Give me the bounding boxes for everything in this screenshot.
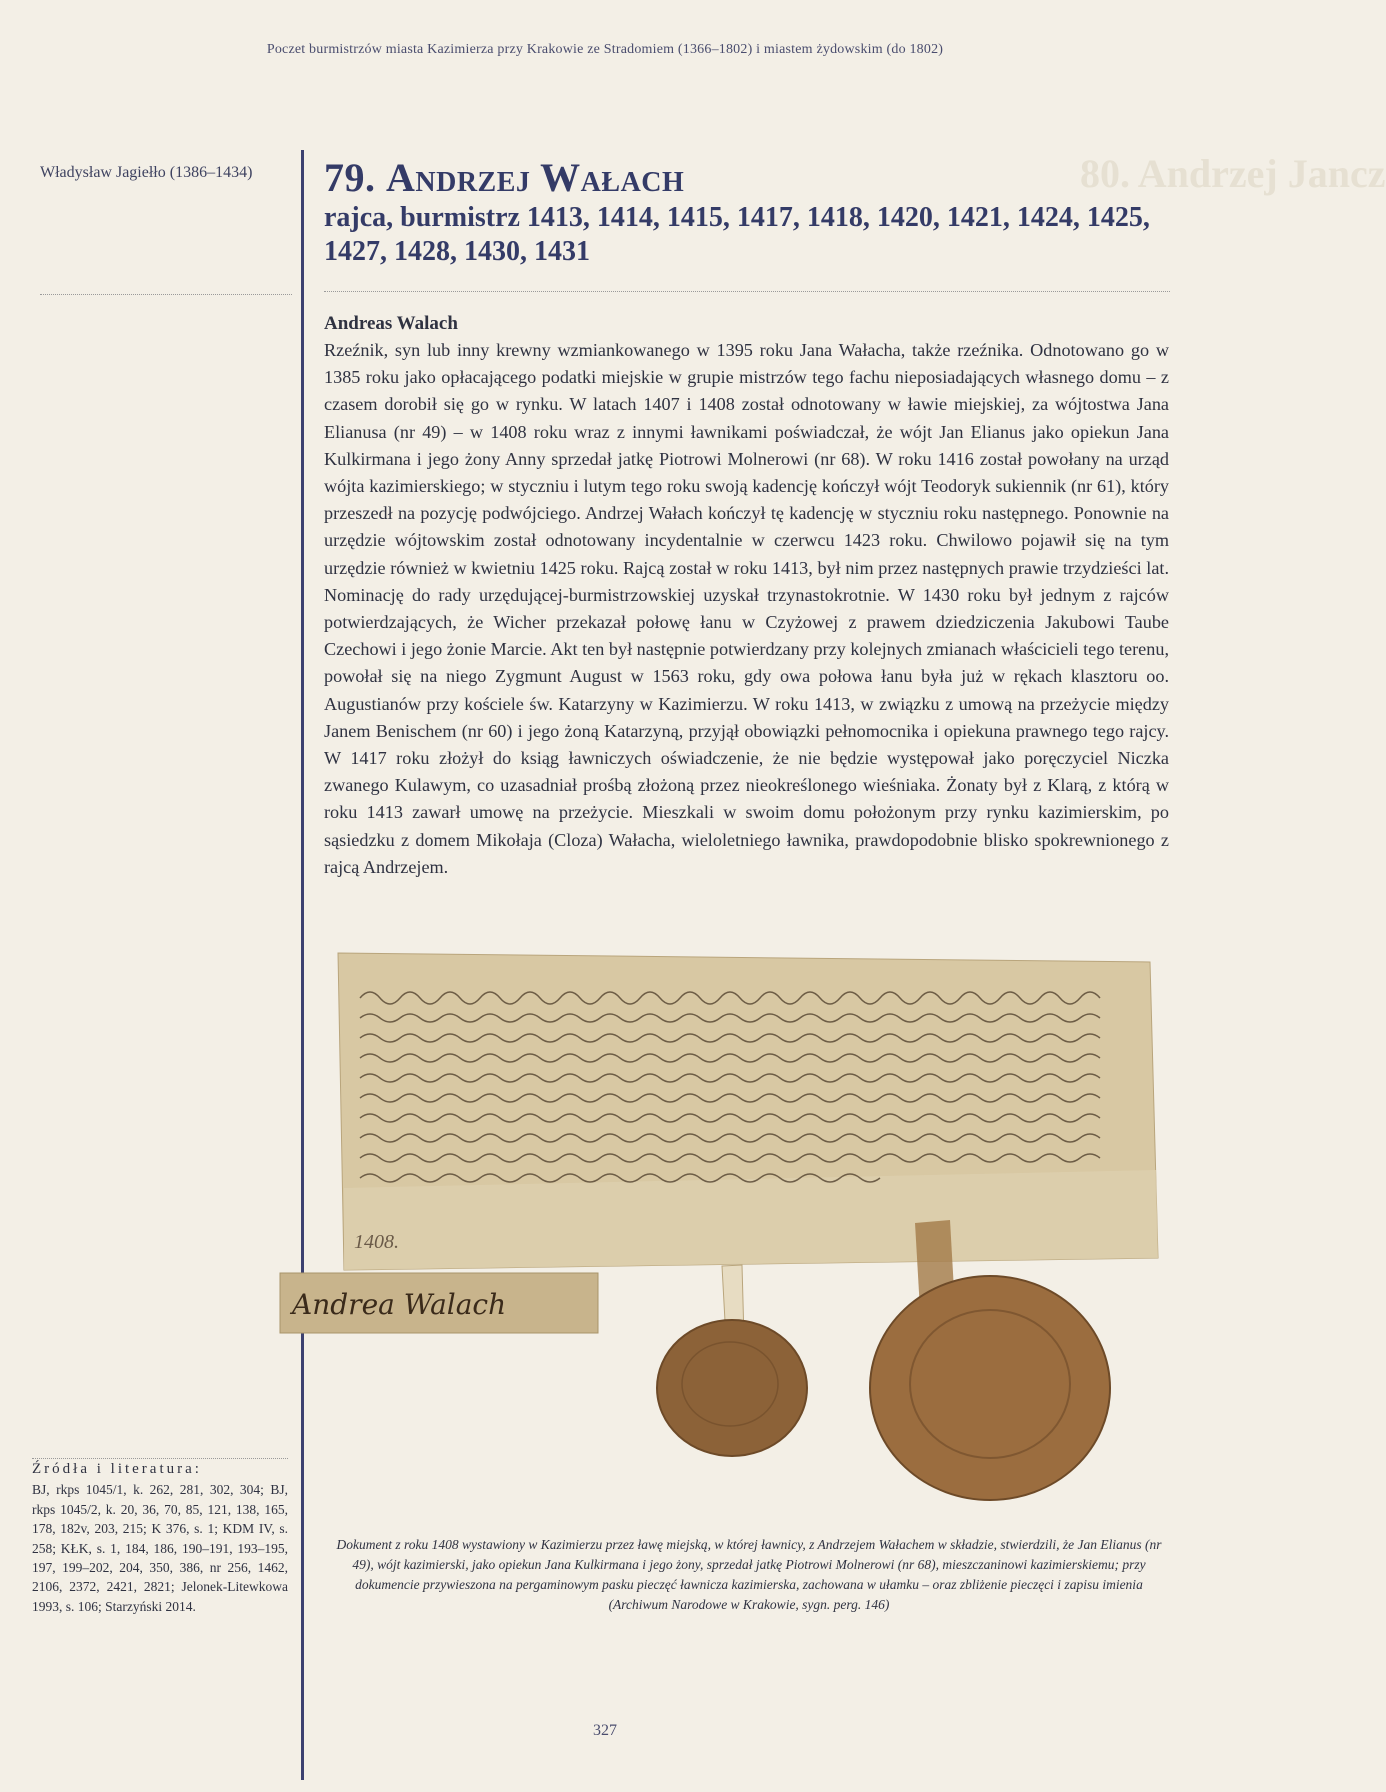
running-header: Poczet burmistrzów miasta Kazimierza przy Krakowie ze Stradomiem (1366–1802) i miastem żydowskim (do 1802) bbox=[266, 42, 944, 57]
latin-name: Andreas Walach bbox=[324, 313, 458, 334]
charter-illustration bbox=[292, 948, 1168, 1540]
sources-title: Źródła i literatura: bbox=[32, 1461, 202, 1477]
margin-divider bbox=[40, 294, 292, 295]
entry-heading bbox=[324, 155, 1174, 269]
hanging-seal bbox=[657, 1320, 807, 1456]
heading-divider bbox=[324, 291, 1170, 292]
entry-offices: rajca, burmistrz 1413, 1414, 1415, 1417, 1418, 1420, 1421, 1424, 1425, 1427, 1428, 1430, 1431 bbox=[324, 202, 1150, 267]
page-number: 327 bbox=[593, 1722, 617, 1739]
bleed-through: 80. Andrzej Jancz bbox=[1080, 151, 1386, 196]
sources-divider bbox=[32, 1458, 288, 1459]
date-note: 1408. bbox=[354, 1231, 399, 1253]
figure-caption: Dokument z roku 1408 wystawiony w Kazimierzu przez ławę miejską, w której ławnicy, z Andrzejem Wałachem w składzie, stwierdzili, że Jan Elianus (nr 49), wójt kazimierski, jako opiekun Jana Kulkirmana i jego żony, sprzedał jatkę Piotrowi Molnerowi (nr 68), mieszczaninowi kazimierskiemu; przy dokumencie przywieszona na pergaminowym pasku pieczęć ławnicza kazimierska, zachowana w ułamku – oraz zbliżenie pieczęci i zapisu imienia (Archiwum Narodowe w Krakowie, sygn. perg. 146) bbox=[336, 1537, 1162, 1612]
signature-text: Andrea Walach bbox=[292, 1288, 507, 1321]
entry-title bbox=[324, 155, 1174, 201]
reign-label: Władysław Jagiełło (1386–1434) bbox=[40, 164, 253, 181]
entry-number: 79. bbox=[324, 155, 376, 200]
biography-text: Rzeźnik, syn lub inny krewny wzmiankowanego w 1395 roku Jana Wałacha, także rzeźnika. Odnotowano go w 1385 roku jako opłacającego podatki miejskie w grupie mistrzów tego fachu nieposiadających własnego domu – z czasem dorobił się go w rynku. W latach 1407 i 1408 został odnotowany w ławie miejskiej, za wójtostwa Jana Elianusa (nr 49) – w 1408 roku wraz z innymi ławnikami poświadczał, że wójt Jan Elianus jako opiekun Jana Kulkirmana i jego żony Anny sprzedał jatkę Piotrowi Molnerowi (nr 68). W roku 1416 został powołany na urząd wójta kazimierskiego; w styczniu i lutym tego roku swoją kadencję kończył wójt Teodoryk sukiennik (nr 61), który przeszedł na pozycję podwójciego. Andrzej Wałach kończył tę kadencję w styczniu roku następnego. Ponownie na urzędzie wójtowskim został odnotowany incydentalnie w czerwcu 1423 roku. Chwilowo pojawił się na tym urzędzie również w kwietniu 1425 roku. Rajcą został w roku 1413, był nim przez następnych prawie trzydzieści lat. Nominację do rady urzędującej-burmistrzowskiej uzyskał trzynastokrotnie. W 1430 roku był jednym z rajców potwierdzających, że Wicher przekazał połowę łanu w Czyżowej z prawem dziedziczenia Jakubowi Taube Czechowi i jego żonie Marcie. Akt ten był następnie potwierdzany przy kolejnych zmianach właścicieli tego terenu, powołał się na niego Zygmunt August w 1563 roku, gdy owa połowa łanu była już w rękach klasztoru oo. Augustianów przy kościele św. Katarzyny w Kazimierzu. W roku 1413, w związku z umową na przeżycie między Janem Benischem (nr 60) i jego żoną Katarzyną, przyjął obowiązki pełnomocnika i opiekuna prawnego tego rajcy. W 1417 roku złożył do ksiąg ławniczych oświadczenie, że nie będzie występował jako poręczyciel Niczka zwanego Kulawym, co uzasadniał prośbą złożoną przez nieokreślonego wieśniaka. Żonaty był z Klarą, z którą w roku 1413 zawarł umowę na przeżycie. Mieszkali w swoim domu położonym przy rynku kazimierskim, po sąsiedzku z domem Mikołaja (Cloza) Wałacha, wieloletniego ławnika, prawdopodobnie blisko spokrewnionego z rajcą Andrzejem. bbox=[324, 340, 1169, 877]
sources-block bbox=[32, 1460, 288, 1616]
column-rule bbox=[301, 150, 304, 1780]
document-photo bbox=[292, 948, 1168, 1540]
entry-name: Andrzej Wałach bbox=[386, 155, 685, 200]
sources-text: BJ, rkps 1045/1, k. 262, 281, 302, 304; BJ, rkps 1045/2, k. 20, 36, 70, 85, 121, 138, 165, 178, 182v, 203, 215; K 376, s. 1; KDM IV, s. 258; KŁK, s. 1, 184, 186, 190–191, 193–195, 197, 199–202, 204, 350, 386, nr 256, 1462, 2106, 2372, 2421, 2821; Jelonek-Litewkowa 1993, s. 106; Starzyński 2014. bbox=[32, 1482, 288, 1614]
margin-column bbox=[40, 164, 290, 182]
